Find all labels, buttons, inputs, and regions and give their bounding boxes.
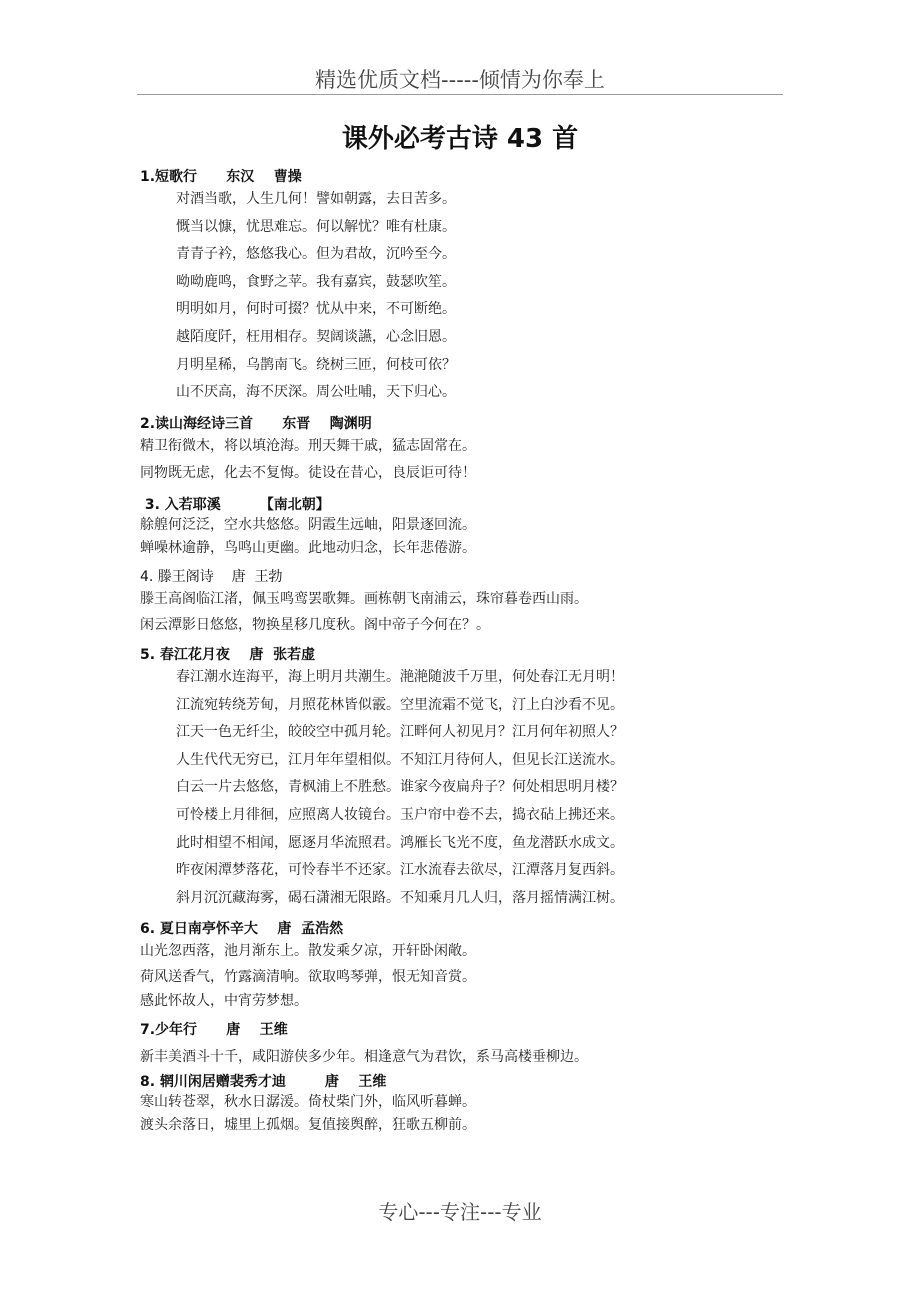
poem-title: 3. 入若耶溪 【南北朝】 [140, 496, 330, 513]
poem [140, 647, 790, 912]
poem-line: 精卫衔微木，将以填沧海。刑天舞干戚，猛志固常在。 [140, 437, 476, 454]
poem-line: 对酒当歌，人生几何！譬如朝露，去日苦多。 [176, 191, 456, 207]
poem-line: 白云一片去悠悠，青枫浦上不胜愁。谁家今夜扁舟子？何处相思明月楼？ [176, 779, 624, 796]
header-divider [137, 94, 783, 95]
poem-line: 青青子衿，悠悠我心。但为君故，沉吟至今。 [176, 246, 456, 263]
poem-line: 新丰美酒斗十千，咸阳游侠多少年。相逢意气为君饮，系马高楼垂柳边。 [140, 1049, 588, 1066]
poem-line: 春江潮水连海平，海上明月共潮生。滟滟随波千万里，何处春江无月明！ [176, 668, 624, 685]
poem [140, 921, 790, 1013]
poem-line: 江天一色无纤尘，皎皎空中孤月轮。江畔何人初见月？江月何年初照人？ [176, 724, 624, 741]
poem [140, 569, 790, 638]
document-title: 课外必考古诗 43 首 [341, 124, 579, 154]
page-header: 精选优质文档-----倾情为你奉上 [315, 68, 605, 92]
poem-line: 感此怀故人，中宵劳梦想。 [140, 993, 308, 1010]
poem-line: 山不厌高，海不厌深。周公吐哺，天下归心。 [176, 384, 456, 401]
poem-title: 6. 夏日南亭怀辛大 唐 孟浩然 [140, 921, 344, 938]
poem-line: 此时相望不相闻，愿逐月华流照君。鸿雁长飞光不度，鱼龙潜跃水成文。 [176, 834, 624, 851]
poem-line: 山光忽西落，池月渐东上。散发乘夕凉，开轩卧闲敞。 [140, 943, 476, 960]
poem-line: 人生代代无穷已，江月年年望相似。不知江月待何人，但见长江送流水。 [176, 751, 624, 768]
poem-line: 荷风送香气，竹露滴清响。欲取鸣琴弹，恨无知音赏。 [140, 969, 476, 986]
poem-title: 7.少年行 唐 王维 [140, 1022, 288, 1039]
poem-line: 呦呦鹿鸣，食野之苹。我有嘉宾，鼓瑟吹笙。 [176, 273, 456, 290]
poem [140, 169, 790, 407]
poem-line: 艅艎何泛泛，空水共悠悠。阴霞生远岫，阳景逐回流。 [140, 516, 476, 533]
poem-line: 闲云潭影日悠悠，物换星移几度秋。阁中帝子今何在？。 [140, 616, 490, 633]
poem-line: 蝉噪林逾静，鸟鸣山更幽。此地动归念，长年悲倦游。 [140, 539, 476, 556]
poem-line: 明明如月，何时可掇？忧从中来，不可断绝。 [176, 301, 456, 318]
poem-line: 斜月沉沉藏海雾，碣石潇湘无限路。不知乘月几人归，落月摇情满江树。 [176, 889, 624, 906]
poem-list [140, 160, 790, 1137]
poem-title: 1.短歌行 东汉 曹操 [140, 169, 302, 185]
poem-line: 滕王高阁临江渚，佩玉鸣鸾罢歌舞。画栋朝飞南浦云，珠帘暮卷西山雨。 [140, 590, 588, 607]
poem-line: 慨当以慷，忧思难忘。何以解忧？唯有杜康。 [176, 218, 456, 235]
poem-line: 寒山转苍翠，秋水日潺湲。倚杖柴门外，临风听暮蝉。 [140, 1093, 476, 1110]
poem [140, 416, 790, 488]
poem-line: 渡头余落日，墟里上孤烟。复值接舆醉，狂歌五柳前。 [140, 1116, 476, 1133]
page-footer: 专心---专注---专业 [378, 1200, 542, 1224]
poem-line: 可怜楼上月徘徊，应照离人妆镜台。玉户帘中卷不去，捣衣砧上拂还来。 [176, 806, 624, 823]
poem-line: 江流宛转绕芳甸，月照花林皆似霰。空里流霜不觉飞，汀上白沙看不见。 [176, 696, 624, 713]
poem-line: 月明星稀，乌鹊南飞。绕树三匝，何枝可依？ [176, 356, 456, 373]
poem [140, 497, 790, 560]
poem [140, 1074, 790, 1137]
poem-title: 4. 滕王阁诗 唐 王勃 [140, 568, 283, 585]
poem-title: 5. 春江花月夜 唐 张若虚 [140, 646, 316, 663]
poem-title: 8. 辋川闲居赠裴秀才迪 唐 王维 [140, 1073, 387, 1090]
poem-line: 昨夜闲潭梦落花，可怜春半不还家。江水流春去欲尽，江潭落月复西斜。 [176, 862, 624, 879]
poem [140, 1022, 790, 1072]
poem-line: 同物既无虑，化去不复悔。徒设在昔心，良辰讵可待！ [140, 465, 476, 482]
poem-title: 2.读山海经诗三首 东晋 陶渊明 [140, 415, 372, 432]
poem-line: 越陌度阡，枉用相存。契阔谈讌，心念旧恩。 [176, 328, 456, 345]
